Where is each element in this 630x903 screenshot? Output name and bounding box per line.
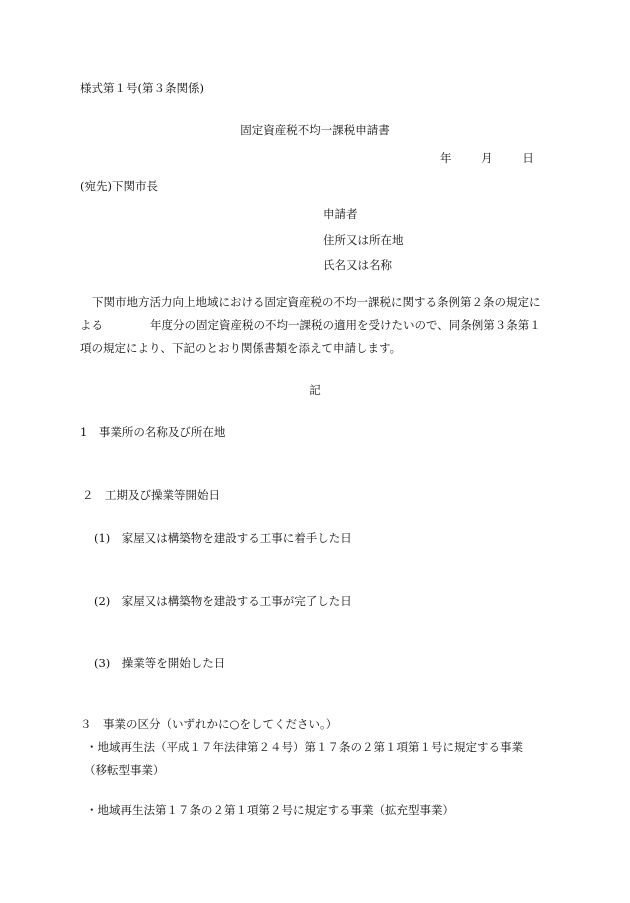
body-line-3: 項の規定により、下記のとおり関係書類を添えて申請します。: [80, 341, 402, 355]
document-title: 固定資産税不均一課税申請書: [240, 123, 390, 137]
section-1-heading: 1 事業所の名称及び所在地: [80, 425, 226, 439]
date-month: 月: [481, 151, 493, 165]
date-line: [440, 152, 534, 166]
body-line-2-suffix: 年度分の固定資産税の不均一課税の適用を受けたいので、同条例第３条第１: [150, 318, 541, 332]
section-3-heading: ３ 事業の区分（いずれかに○をしてください。）: [80, 717, 338, 731]
form-number: 様式第１号(第３条関係): [80, 81, 204, 95]
body-line-1: 下関市地方活力向上地域における固定資産税の不均一課税に関する条例第２条の規定に: [92, 295, 541, 309]
section-3-option-1-note: （移転型事業）: [84, 763, 165, 777]
applicant-address-label: 住所又は所在地: [323, 233, 404, 247]
section-2-item-1: (1) 家屋又は構築物を建設する工事に着手した日: [94, 531, 352, 545]
section-3-option-2: ・地域再生法第１７条の２第１項第２号に規定する事業（拡充型事業）: [86, 803, 454, 817]
applicant-label: 申請者: [323, 207, 358, 221]
section-2-item-2: (2) 家屋又は構築物を建設する工事が完了した日: [94, 594, 352, 608]
section-2-item-3: (3) 操業等を開始した日: [94, 656, 226, 670]
section-2-heading: ２ 工期及び操業等開始日: [82, 488, 220, 502]
date-year: 年: [440, 151, 452, 165]
section-3-option-1: ・地域再生法（平成１７年法律第２４号）第１７条の２第１項第１号に規定する事業: [86, 740, 523, 754]
body-line-2-prefix: よる: [80, 318, 103, 332]
applicant-name-label: 氏名又は名称: [323, 258, 392, 272]
ki-marker: 記: [309, 383, 321, 397]
addressee: (宛先)下関市長: [80, 179, 158, 193]
date-day: 日: [522, 151, 534, 165]
